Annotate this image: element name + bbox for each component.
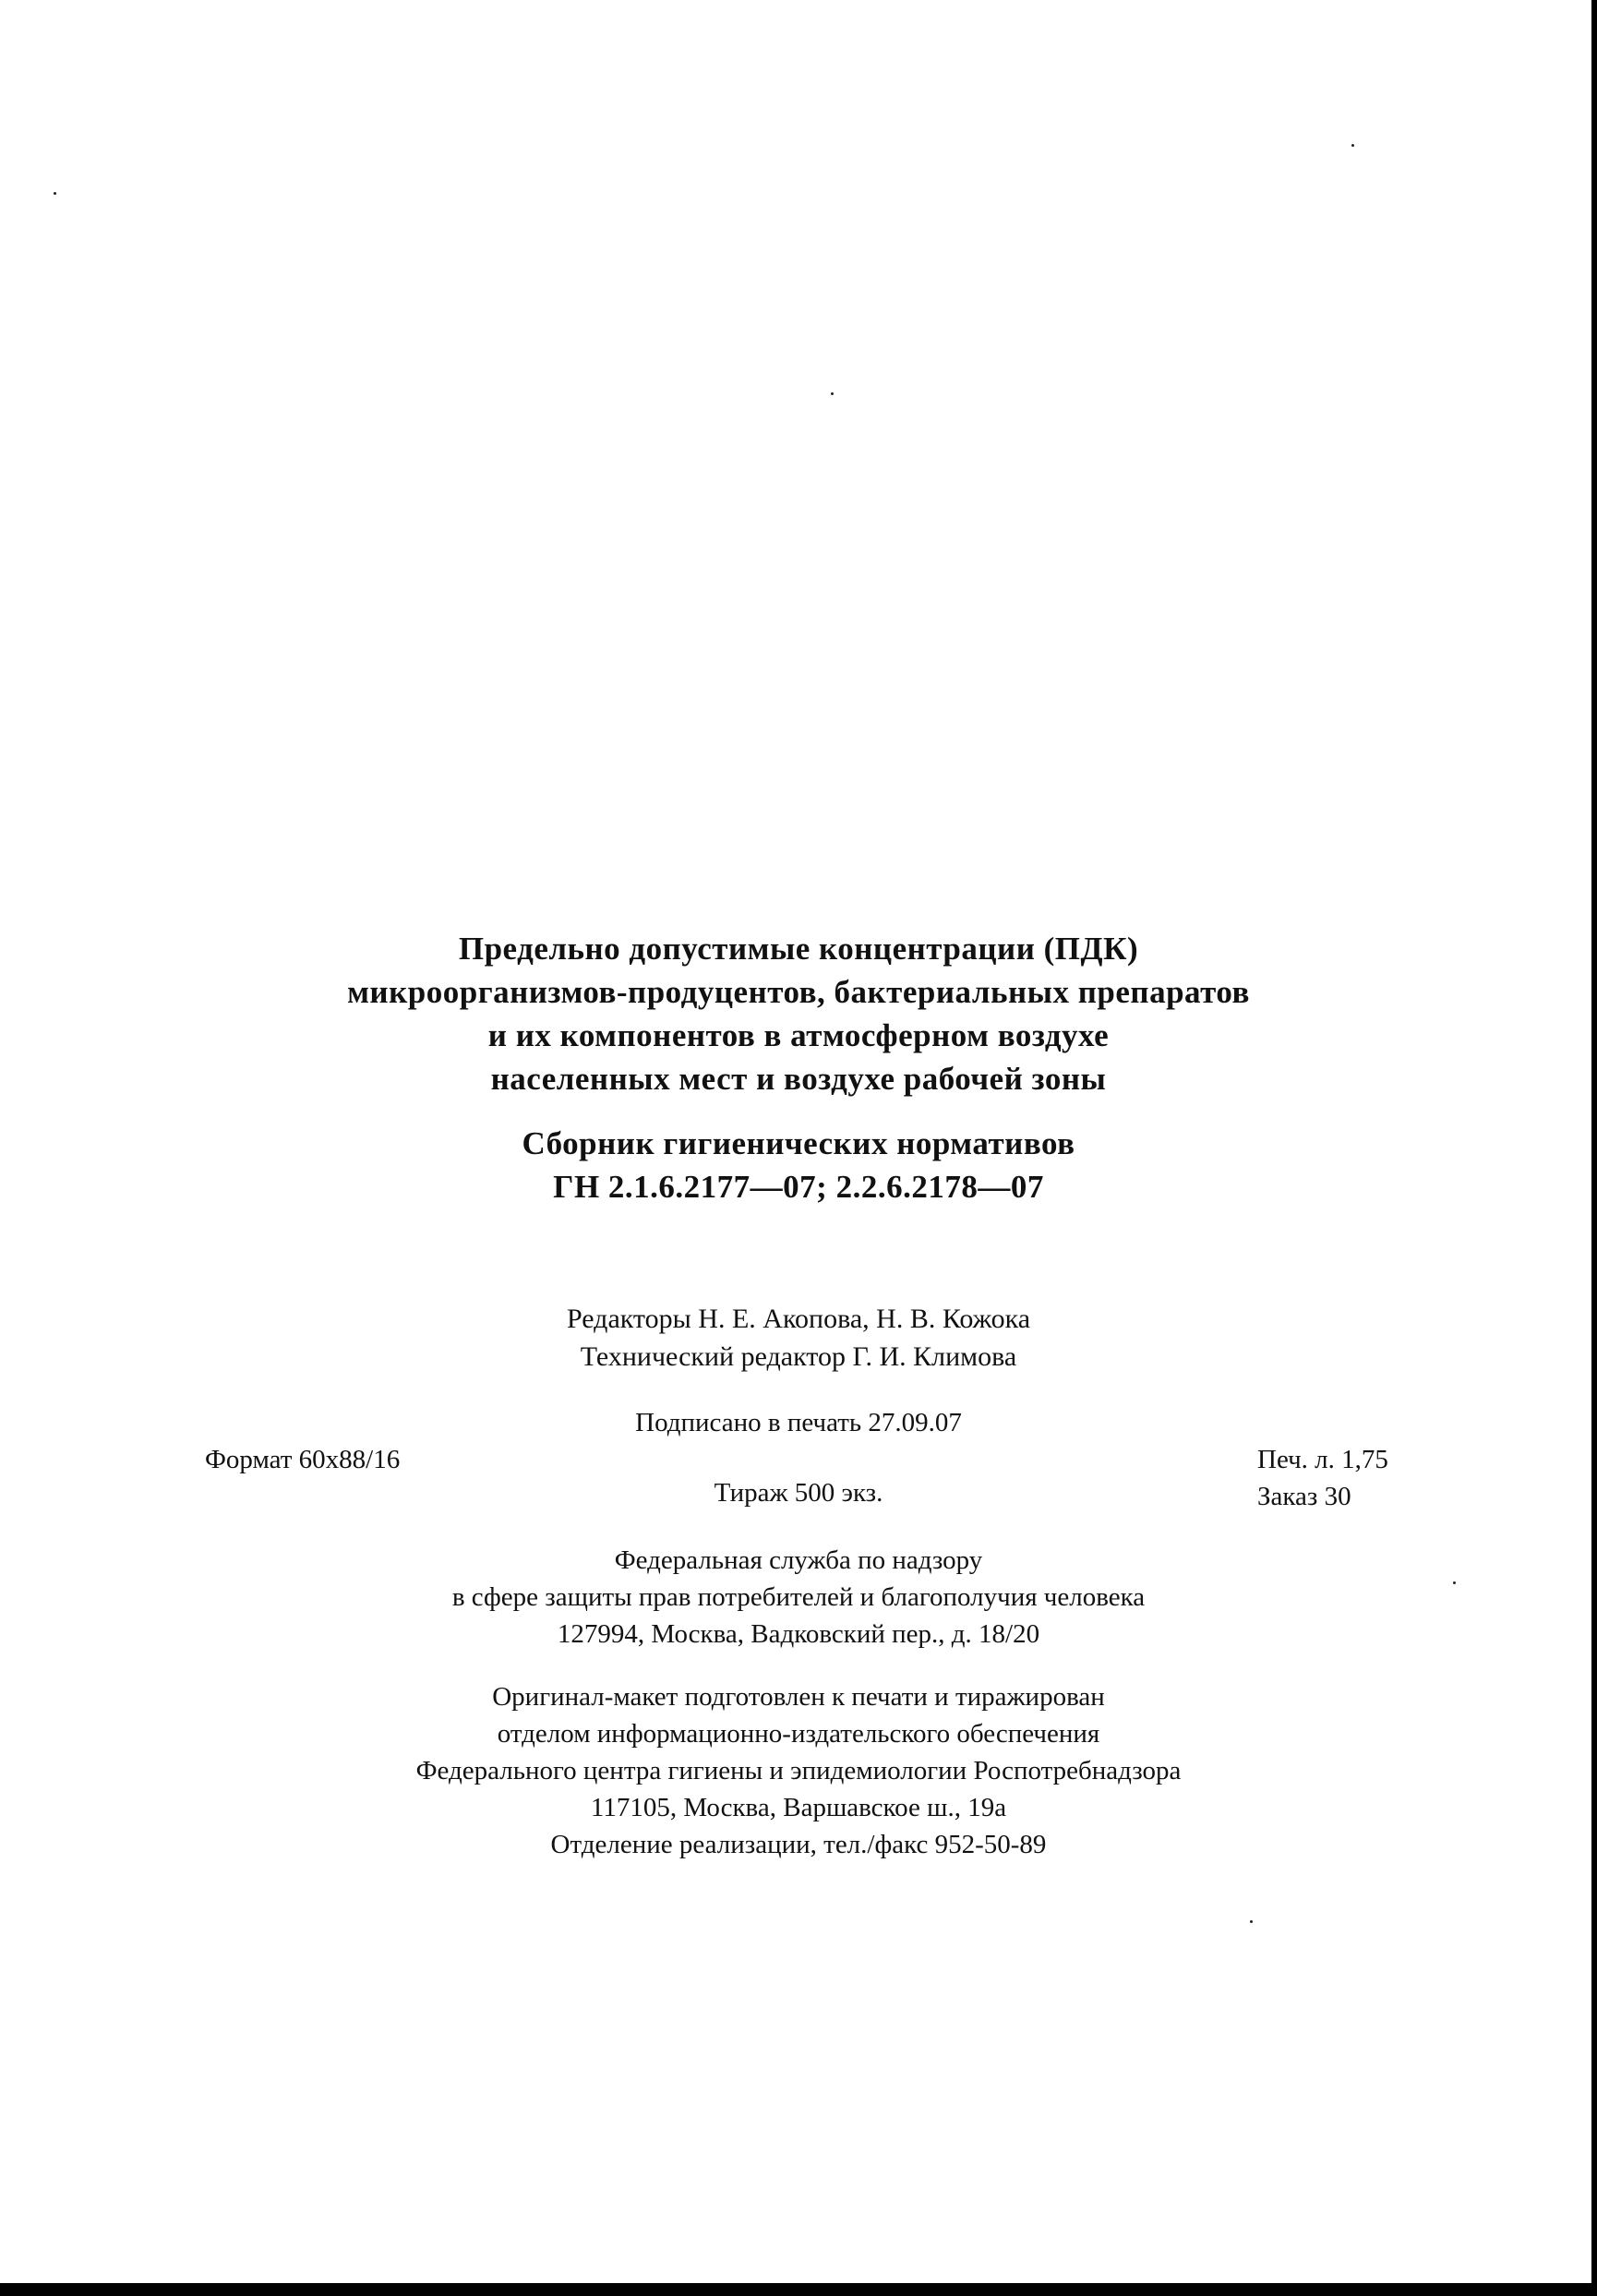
subtitle-line: Сборник гигиенических нормативов (522, 1125, 1075, 1161)
printer-line: отделом информационно-издательского обеспечения (497, 1719, 1100, 1749)
editors-block (0, 1300, 1597, 1376)
title-line: населенных мест и воздухе рабочей зоны (490, 1061, 1107, 1097)
title-line: микроорганизмов-продуцентов, бактериальных препаратов (347, 974, 1250, 1010)
scan-speck (54, 192, 56, 195)
agency-line: в сфере защиты прав потребителей и благополучия человека (451, 1582, 1146, 1612)
agency-line: Федеральная служба по надзору (614, 1545, 983, 1575)
editors-line: Технический редактор Г. И. Климова (580, 1341, 1017, 1372)
scan-speck (1250, 1920, 1253, 1923)
title-line: и их компонентов в атмосферном воздухе (487, 1017, 1110, 1053)
title-line: Предельно допустимые концентрации (ПДК) (458, 931, 1139, 967)
scan-speck (831, 392, 834, 395)
editors-line: Редакторы Н. Е. Акопова, Н. В. Кожока (566, 1304, 1031, 1334)
scan-speck (1351, 144, 1354, 147)
printer-info-block (0, 1678, 1597, 1863)
format-text: Формат 60x88/16 (205, 1445, 401, 1474)
print-run-text: Тираж 500 экз. (714, 1478, 883, 1508)
scan-border-bottom (0, 2283, 1597, 2296)
publisher-agency-block (0, 1542, 1597, 1653)
print-sheets-text: Печ. л. 1,75 (1257, 1445, 1388, 1474)
printer-line: Отделение реализации, тел./факс 952-50-89 (550, 1830, 1047, 1859)
publication-subtitle (0, 1122, 1597, 1208)
printer-line: Федерального центра гигиены и эпидемиологии Роспотребнадзора (415, 1756, 1182, 1785)
subtitle-line: ГН 2.1.6.2177—07; 2.2.6.2178—07 (553, 1169, 1044, 1205)
order-text: Заказ 30 (1257, 1482, 1351, 1511)
publication-title (0, 927, 1597, 1100)
signed-to-print (0, 1404, 1597, 1441)
print-sheets-order-info (1257, 1441, 1388, 1515)
printer-line: Оригинал-макет подготовлен к печати и тиражирован (492, 1682, 1105, 1712)
format-info (205, 1441, 400, 1478)
printer-line: 117105, Москва, Варшавское ш., 19а (590, 1793, 1007, 1822)
agency-line: 127994, Москва, Вадковский пер., д. 18/20 (557, 1619, 1040, 1649)
signed-to-print-text: Подписано в печать 27.09.07 (635, 1408, 962, 1437)
